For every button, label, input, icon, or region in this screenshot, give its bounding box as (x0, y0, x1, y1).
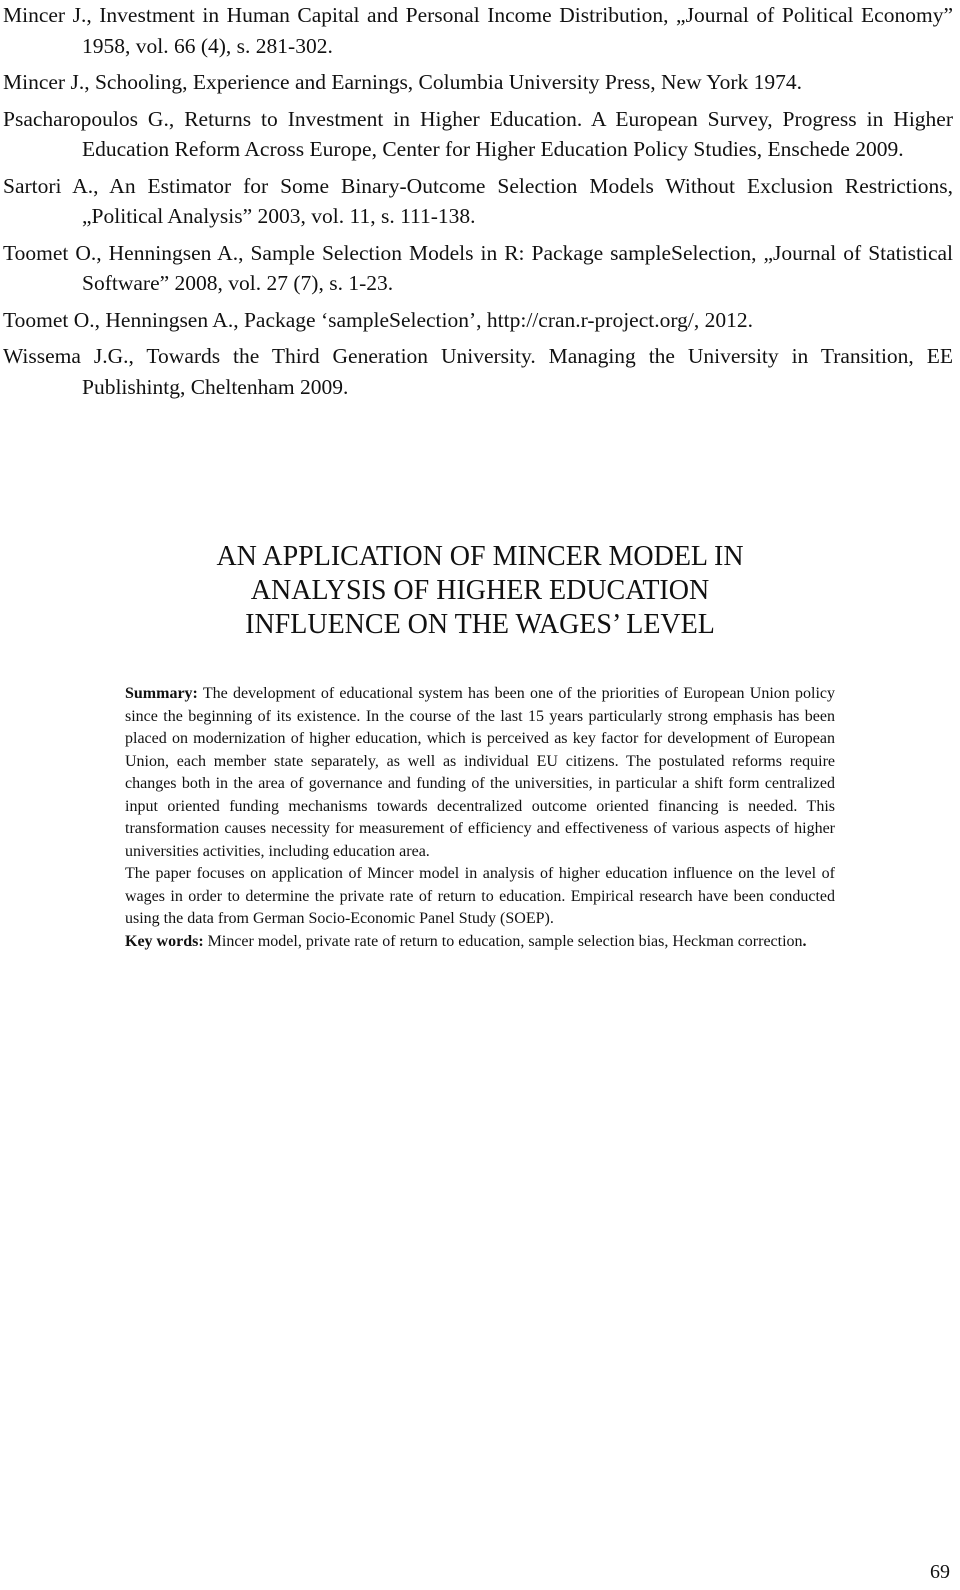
keywords-label: Key words: (125, 932, 204, 950)
summary-text: The development of educational system has been one of the priorities of European Union policy since the beginning of its existence. In the course of the last 15 years particularly strong emphasis has been placed on modernization of higher education, which is perceived as key factor for development of European Union, each member state separately, as well as individual EU citizens. The postulated reforms require changes both in the area of governance and funding of the universities, in particular a shift form centralized input oriented funding mechanisms towards decentralized outcome oriented financing is needed. This transformation causes necessity for measurement of efficiency and effectiveness of various aspects of higher universities activities, including education area. (125, 685, 835, 860)
reference-item: Psacharopoulos G., Returns to Investment in Higher Education. A European Survey, Progress in Higher Education Reform Across Europe, Center for Higher Education Policy Studies, Enschede 2009. (3, 106, 953, 161)
reference-item: Toomet O., Henningsen A., Sample Selection Models in R: Package sampleSelection, „Journal of Statistical Software” 2008, vol. 27 (7), s. 1-23. (3, 240, 953, 295)
keywords-paragraph (125, 931, 835, 954)
summary-block (125, 683, 835, 953)
page-number: 69 (930, 1561, 950, 1583)
keywords-end: . (802, 932, 807, 950)
summary-label: Summary: (125, 685, 198, 702)
reference-item: Mincer J., Schooling, Experience and Earnings, Columbia University Press, New York 1974. (3, 70, 802, 94)
title-line: ANALYSIS OF HIGHER EDUCATION (250, 575, 710, 606)
references-list (3, 0, 953, 408)
article-title (0, 540, 960, 642)
title-line: AN APPLICATION OF MINCER MODEL IN (216, 541, 744, 572)
keywords-text: Mincer model, private rate of return to education, sample selection bias, Heckman correction (207, 932, 803, 950)
reference-item: Toomet O., Henningsen A., Package ‘sampleSelection’, http://cran.r-project.org/, 2012. (3, 307, 753, 332)
title-line: INFLUENCE ON THE WAGES’ LEVEL (245, 609, 715, 640)
reference-item: Wissema J.G., Towards the Third Generation University. Managing the University in Transition, EE Publishintg, Cheltenham 2009. (3, 344, 953, 399)
summary-paragraph (125, 683, 835, 863)
reference-item: Sartori A., An Estimator for Some Binary-Outcome Selection Models Without Exclusion Restrictions, „Political Analysis” 2003, vol. 11, s. 111-138. (3, 173, 953, 228)
summary-paragraph: The paper focuses on application of Mincer model in analysis of higher education influence on the level of wages in order to determine the private rate of return to education. Empirical research have been conducted using the data from German Socio-Economic Panel Study (SOEP). (125, 865, 835, 927)
reference-item: Mincer J., Investment in Human Capital and Personal Income Distribution, „Journal of Political Economy” 1958, vol. 66 (4), s. 281-302. (3, 3, 953, 58)
